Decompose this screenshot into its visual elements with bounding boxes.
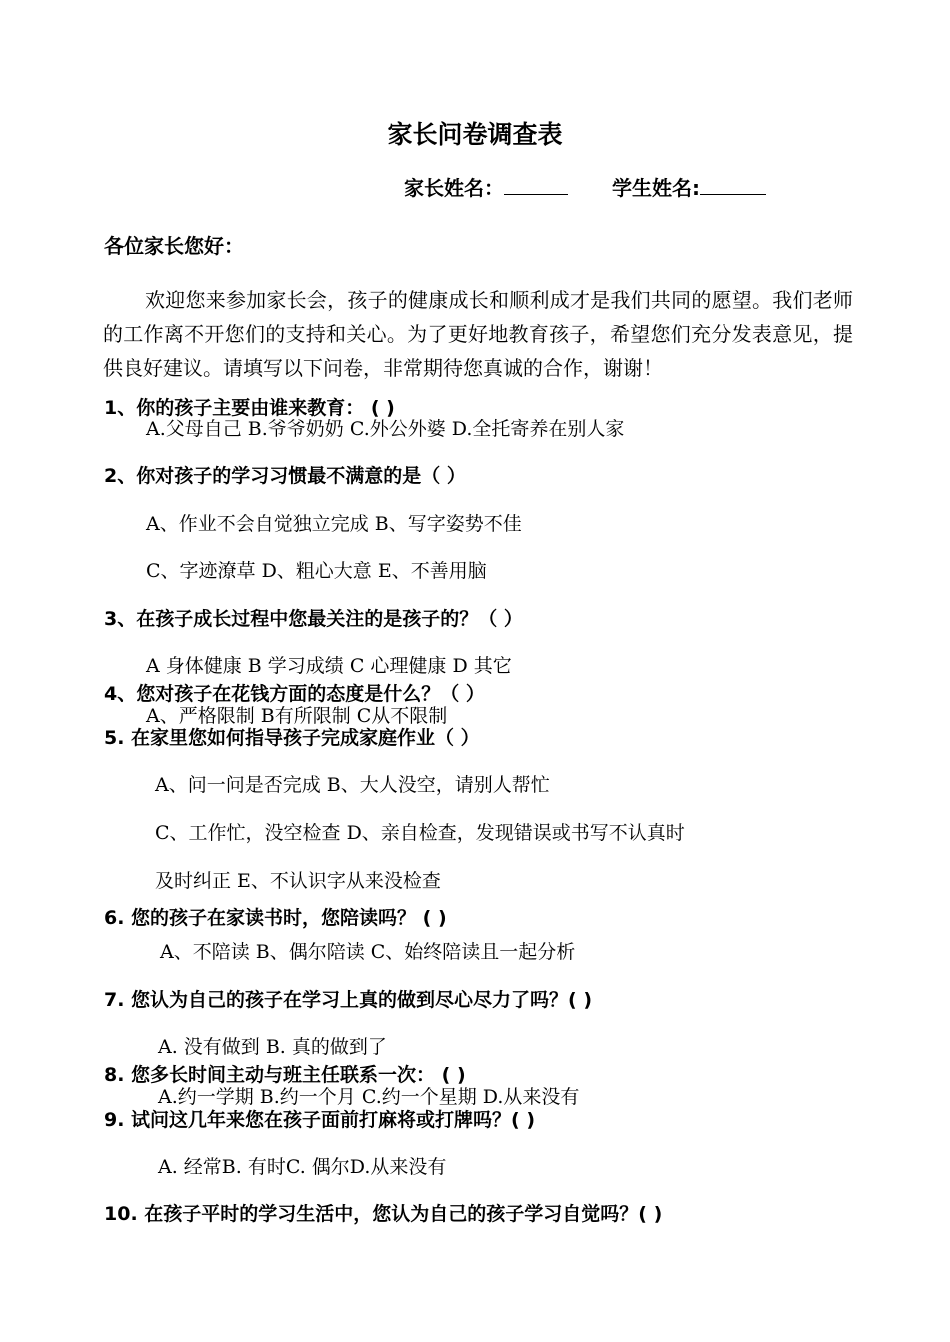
intro-text: 欢迎您来参加家长会，孩子的健康成长和顺利成才是我们共同的愿望。我们老师的工作离不开您们的支持和关心。为了更好地教育孩子，希望您们充分发表意见，提供良好建议。请填写以下问卷，非常期待您真诚的合作，谢谢！ <box>103 288 853 380</box>
question-5: 5. 在家里您如何指导孩子完成家庭作业（ ） <box>104 727 480 749</box>
student-name-blank[interactable] <box>700 193 766 195</box>
student-name-field[interactable] <box>612 172 766 201</box>
question-4: 4、您对孩子在花钱方面的态度是什么？（ ） <box>104 683 485 705</box>
question-8: 8. 您多长时间主动与班主任联系一次： ( ) <box>104 1064 466 1086</box>
question-1-options: A.父母自己 B.爷爷奶奶 C.外公外婆 D.全托寄养在别人家 <box>146 418 625 440</box>
question-10: 10. 在孩子平时的学习生活中，您认为自己的孩子学习自觉吗？( ) <box>104 1203 663 1225</box>
page-title: 家长问卷调查表 <box>387 120 563 149</box>
question-7: 7. 您认为自己的孩子在学习上真的做到尽心尽力了吗？( ) <box>104 989 593 1011</box>
question-3: 3、在孩子成长过程中您最关注的是孩子的？（ ） <box>104 608 523 630</box>
question-6: 6. 您的孩子在家读书时，您陪读吗？ ( ) <box>104 907 447 929</box>
question-2: 2、你对孩子的学习习惯最不满意的是（ ） <box>104 465 466 487</box>
question-5-options-line-3: 及时纠正 E、不认识字从来没检查 <box>155 870 441 892</box>
question-6-options: A、不陪读 B、偶尔陪读 C、始终陪读且一起分析 <box>160 941 576 963</box>
student-name-label: 学生姓名: <box>612 176 700 200</box>
greeting: 各位家长您好： <box>104 234 244 258</box>
question-9-options: A. 经常B. 有时C. 偶尔D.从来没有 <box>158 1156 447 1178</box>
question-9: 9. 试问这几年来您在孩子面前打麻将或打牌吗？( ) <box>104 1109 536 1131</box>
question-4-options: A、严格限制 B有所限制 C从不限制 <box>146 705 448 727</box>
question-2-options-line-2: C、字迹潦草 D、粗心大意 E、不善用脑 <box>146 560 487 582</box>
question-5-options-line-1: A、问一问是否完成 B、大人没空，请别人帮忙 <box>155 774 550 796</box>
question-2-options-line-1: A、作业不会自觉独立完成 B、写字姿势不佳 <box>146 513 522 535</box>
parent-name-field[interactable] <box>404 172 568 201</box>
question-3-options: A 身体健康 B 学习成绩 C 心理健康 D 其它 <box>146 655 512 677</box>
question-1: 1、你的孩子主要由谁来教育： ( ) <box>104 397 395 419</box>
intro-paragraph <box>103 283 853 385</box>
parent-name-label: 家长姓名： <box>404 176 504 200</box>
question-8-options: A.约一学期 B.约一个月 C.约一个星期 D.从来没有 <box>158 1086 580 1108</box>
parent-name-blank[interactable] <box>504 193 568 195</box>
question-5-options-line-2: C、工作忙，没空检查 D、亲自检查，发现错误或书写不认真时 <box>155 822 685 844</box>
question-7-options: A. 没有做到 B. 真的做到了 <box>158 1036 387 1058</box>
